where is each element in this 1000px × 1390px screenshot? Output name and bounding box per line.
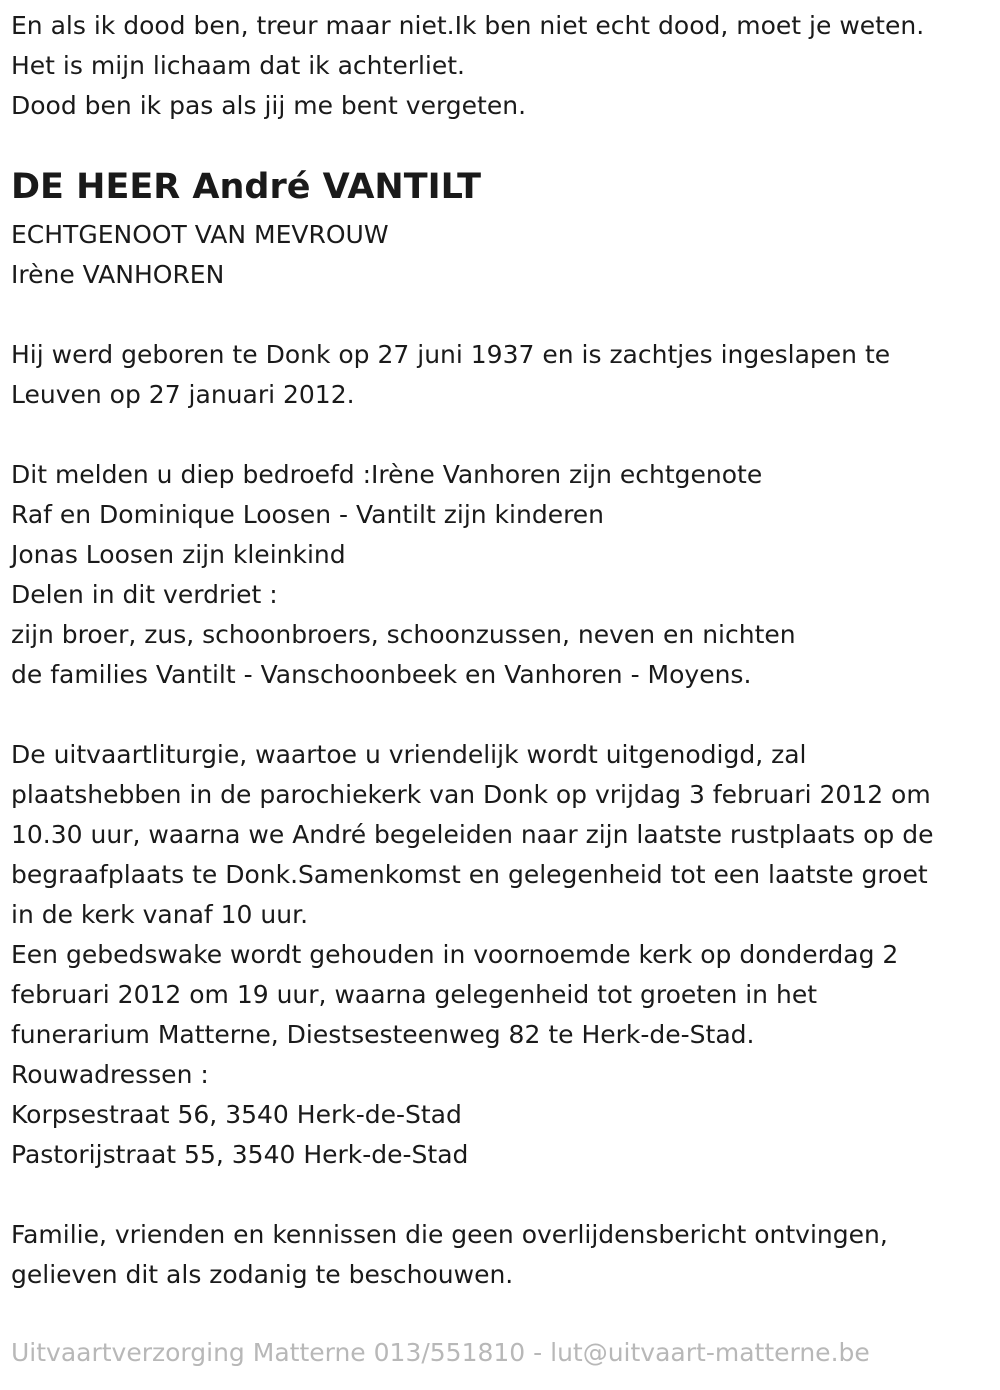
paragraph-line: Raf en Dominique Loosen - Vantilt zijn kinderen <box>11 500 605 529</box>
birth-death-paragraph <box>11 335 996 415</box>
paragraph-line: begraafplaats te Donk.Samenkomst en gelegenheid tot een laatste groet <box>11 860 928 889</box>
spacer <box>11 1175 996 1215</box>
mourners-paragraph <box>11 455 996 695</box>
closing-paragraph <box>11 1215 996 1295</box>
paragraph-line: Leuven op 27 januari 2012. <box>11 380 355 409</box>
paragraph-line: Dit melden u diep bedroefd :Irène Vanhoren zijn echtgenote <box>11 460 763 489</box>
ceremony-paragraph <box>11 735 996 1175</box>
paragraph-line: 10.30 uur, waarna we André begeleiden naar zijn laatste rustplaats op de <box>11 820 934 849</box>
spacer <box>11 415 996 455</box>
funeral-home-footer: Uitvaartverzorging Matterne 013/551810 - lut@uitvaart-matterne.be <box>11 1338 870 1367</box>
paragraph-line: Familie, vrienden en kennissen die geen overlijdensbericht ontvingen, <box>11 1220 888 1249</box>
address-line: Korpsestraat 56, 3540 Herk-de-Stad <box>11 1100 462 1129</box>
paragraph-line: de families Vantilt - Vanschoonbeek en Vanhoren - Moyens. <box>11 660 752 689</box>
paragraph-line: zijn broer, zus, schoonbroers, schoonzussen, neven en nichten <box>11 620 796 649</box>
obituary-notice <box>11 6 996 1295</box>
paragraph-line: Een gebedswake wordt gehouden in voornoemde kerk op donderdag 2 <box>11 940 899 969</box>
paragraph-line: Rouwadressen : <box>11 1060 209 1089</box>
spouse-name: Irène VANHOREN <box>11 260 225 289</box>
paragraph-line: Hij werd geboren te Donk op 27 juni 1937 en is zachtjes ingeslapen te <box>11 340 891 369</box>
poem <box>11 6 996 126</box>
spouse-label: ECHTGENOOT VAN MEVROUW <box>11 220 389 249</box>
paragraph-line: plaatshebben in de parochiekerk van Donk op vrijdag 3 februari 2012 om <box>11 780 931 809</box>
deceased-title: DE HEER André VANTILT <box>11 167 482 207</box>
poem-line: Dood ben ik pas als jij me bent vergeten. <box>11 91 527 120</box>
spacer <box>11 695 996 735</box>
paragraph-line: Delen in dit verdriet : <box>11 580 278 609</box>
address-line: Pastorijstraat 55, 3540 Herk-de-Stad <box>11 1140 469 1169</box>
paragraph-line: gelieven dit als zodanig te beschouwen. <box>11 1260 514 1289</box>
poem-line: Het is mijn lichaam dat ik achterliet. <box>11 51 466 80</box>
paragraph-line: in de kerk vanaf 10 uur. <box>11 900 309 929</box>
spacer <box>11 295 996 335</box>
paragraph-line: februari 2012 om 19 uur, waarna gelegenheid tot groeten in het <box>11 980 818 1009</box>
paragraph-line: De uitvaartliturgie, waartoe u vriendelijk wordt uitgenodigd, zal <box>11 740 807 769</box>
paragraph-line: funerarium Matterne, Diestsesteenweg 82 te Herk-de-Stad. <box>11 1020 755 1049</box>
deceased-block <box>11 167 996 295</box>
poem-line: En als ik dood ben, treur maar niet.Ik ben niet echt dood, moet je weten. <box>11 11 925 40</box>
paragraph-line: Jonas Loosen zijn kleinkind <box>11 540 346 569</box>
